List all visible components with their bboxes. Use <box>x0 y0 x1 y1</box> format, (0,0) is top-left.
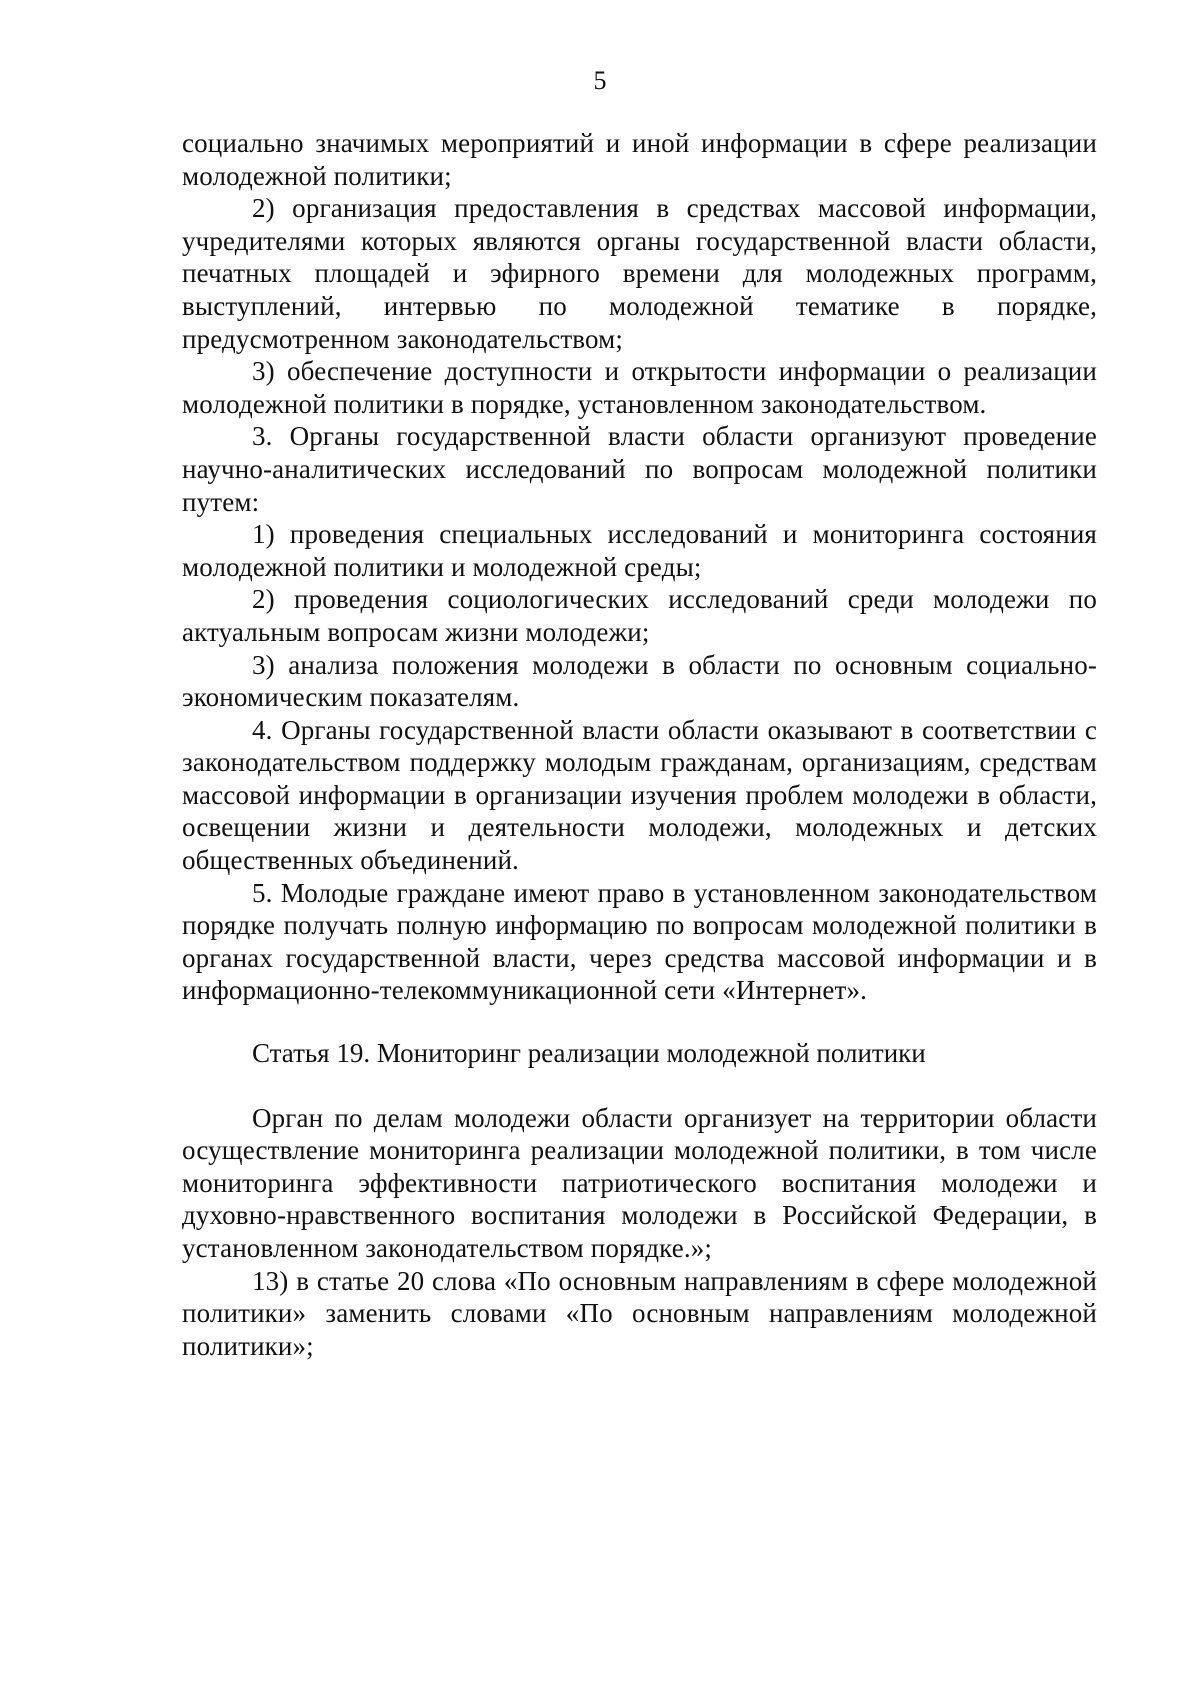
paragraph: 3) анализа положения молодежи в области по основным социально-экономическим показателям. <box>182 649 1097 713</box>
paragraph: 3) обеспечение доступности и открытости информации о реализации молодежной политики в порядке, установленном законодательством. <box>182 356 1097 419</box>
paragraph: 2) организация предоставления в средствах массовой информации, учредителями которых являются органы государственной власти области, печатных площадей и эфирного времени для молодежных программ, выступлений, интервью по молодежной тематике в порядке, предусмотренном законодательством; <box>182 193 1097 354</box>
paragraph: 4. Органы государственной власти области оказывают в соответствии с законодательством поддержку молодым гражданам, организациям, средствам массовой информации в организации изучения проблем молодежи в области, освещении жизни и деятельности молодежи, молодежных и детских общественных объединений. <box>182 714 1097 876</box>
paragraph: социально значимых мероприятий и иной информации в сфере реализации молодежной политики; <box>182 128 1097 191</box>
paragraph: Орган по делам молодежи области организует на территории области осуществление мониторинга реализации молодежной политики, в том числе мониторинга эффективности патриотического воспитания молодежи и духовно-нравственного воспитания молодежи в Российской Федерации, в установленном законодательством порядке.»; <box>182 1102 1097 1263</box>
paragraph: 1) проведения специальных исследований и мониторинга состояния молодежной политики и молодежной среды; <box>182 519 1097 582</box>
page-number: 5 <box>593 66 607 95</box>
document-body <box>182 127 1097 1362</box>
paragraph: 5. Молодые граждане имеют право в установленном законодательством порядке получать полную информацию по вопросам молодежной политики в органах государственной власти, через средства массовой информации и в информационно-телекоммуникационной сети «Интернет». <box>182 877 1097 1006</box>
paragraph: 3. Органы государственной власти области организуют проведение научно-аналитических исследований по вопросам молодежной политики путем: <box>182 421 1097 517</box>
paragraph: 13) в статье 20 слова «По основным направлениям в сфере молодежной политики» заменить словами «По основным направлениям молодежной политики»; <box>182 1265 1097 1361</box>
paragraph: 2) проведения социологических исследований среди молодежи по актуальным вопросам жизни молодежи; <box>182 584 1097 647</box>
article-heading: Статья 19. Мониторинг реализации молодежной политики <box>252 1038 926 1069</box>
